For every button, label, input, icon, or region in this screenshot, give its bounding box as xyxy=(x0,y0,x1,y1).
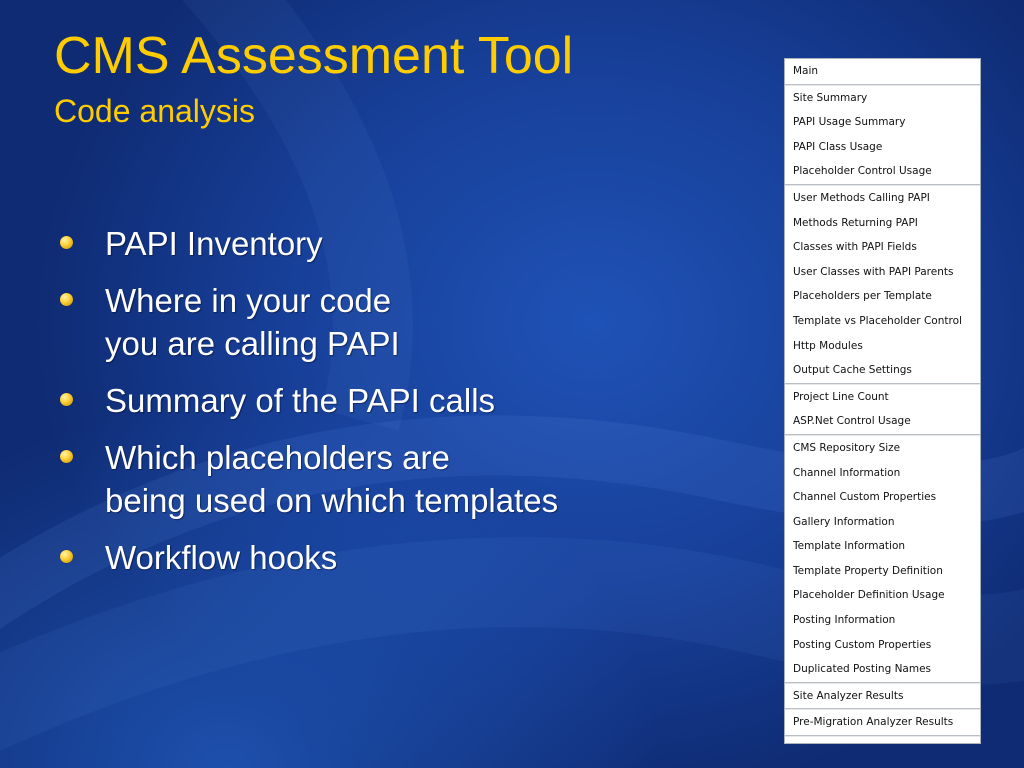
menu-item-placeholders-per-template[interactable]: Placeholders per Template xyxy=(793,290,932,303)
bullet-text: Which placeholders are being used on which templates xyxy=(105,439,559,519)
bullet-dot-icon xyxy=(60,450,73,463)
slide-subtitle: Code analysis xyxy=(54,93,255,129)
menu-item-duplicated-posting-names[interactable]: Duplicated Posting Names xyxy=(793,663,932,676)
menu-item-channel-custom-properties[interactable]: Channel Custom Properties xyxy=(793,491,937,504)
menu-item-placeholder-definition-usage[interactable]: Placeholder Definition Usage xyxy=(793,589,945,602)
bullet-item xyxy=(56,279,746,365)
bullet-item xyxy=(56,222,746,265)
bullet-dot-icon xyxy=(60,393,73,406)
bullet-list xyxy=(56,222,746,593)
bullet-item xyxy=(56,536,746,579)
menu-item-gallery-information[interactable]: Gallery Information xyxy=(793,515,895,528)
bullet-text: Workflow hooks xyxy=(105,539,338,576)
bullet-text: Where in your code you are calling PAPI xyxy=(105,282,400,362)
menu-item-posting-information[interactable]: Posting Information xyxy=(793,614,896,627)
bullet-item xyxy=(56,379,746,422)
menu-item-template-vs-placeholder-control[interactable]: Template vs Placeholder Control xyxy=(793,314,962,327)
menu-item-classes-with-papi-fields[interactable]: Classes with PAPI Fields xyxy=(793,241,917,254)
slide-title: CMS Assessment Tool xyxy=(54,27,574,85)
menu-item-user-classes-with-papi-parents[interactable]: User Classes with PAPI Parents xyxy=(793,265,954,278)
report-menu-panel xyxy=(784,58,981,744)
menu-item-output-cache-settings[interactable]: Output Cache Settings xyxy=(793,364,912,377)
bullet-text: PAPI Inventory xyxy=(105,225,323,262)
menu-item-site-summary[interactable]: Site Summary xyxy=(793,91,868,104)
menu-item-placeholder-control-usage[interactable]: Placeholder Control Usage xyxy=(793,165,932,178)
menu-item-channel-information[interactable]: Channel Information xyxy=(793,466,901,479)
menu-item-main[interactable]: Main xyxy=(793,65,819,77)
menu-item-cms-repository-size[interactable]: CMS Repository Size xyxy=(793,441,901,454)
menu-item-template-property-definition[interactable]: Template Property Definition xyxy=(793,564,943,577)
menu-item-aspnet-control-usage[interactable]: ASP.Net Control Usage xyxy=(793,415,911,428)
menu-item-project-line-count[interactable]: Project Line Count xyxy=(793,390,889,403)
menu-separator xyxy=(785,735,980,737)
menu-item-papi-class-usage[interactable]: PAPI Class Usage xyxy=(793,140,883,153)
menu-item-http-modules[interactable]: Http Modules xyxy=(793,339,863,352)
bullet-dot-icon xyxy=(60,293,73,306)
menu-item-site-analyzer-results[interactable]: Site Analyzer Results xyxy=(793,689,904,702)
bullet-item xyxy=(56,436,746,522)
menu-item-pre-migration-analyzer-results[interactable]: Pre-Migration Analyzer Results xyxy=(793,716,954,729)
menu-item-papi-usage-summary[interactable]: PAPI Usage Summary xyxy=(793,116,906,129)
menu-item-template-information[interactable]: Template Information xyxy=(793,540,906,553)
menu-item-methods-returning-papi[interactable]: Methods Returning PAPI xyxy=(793,216,918,229)
bullet-dot-icon xyxy=(60,236,73,249)
menu-item-user-methods-calling-papi[interactable]: User Methods Calling PAPI xyxy=(793,191,930,204)
bullet-text: Summary of the PAPI calls xyxy=(105,382,496,419)
bullet-dot-icon xyxy=(60,550,73,563)
menu-item-posting-custom-properties[interactable]: Posting Custom Properties xyxy=(793,638,932,651)
